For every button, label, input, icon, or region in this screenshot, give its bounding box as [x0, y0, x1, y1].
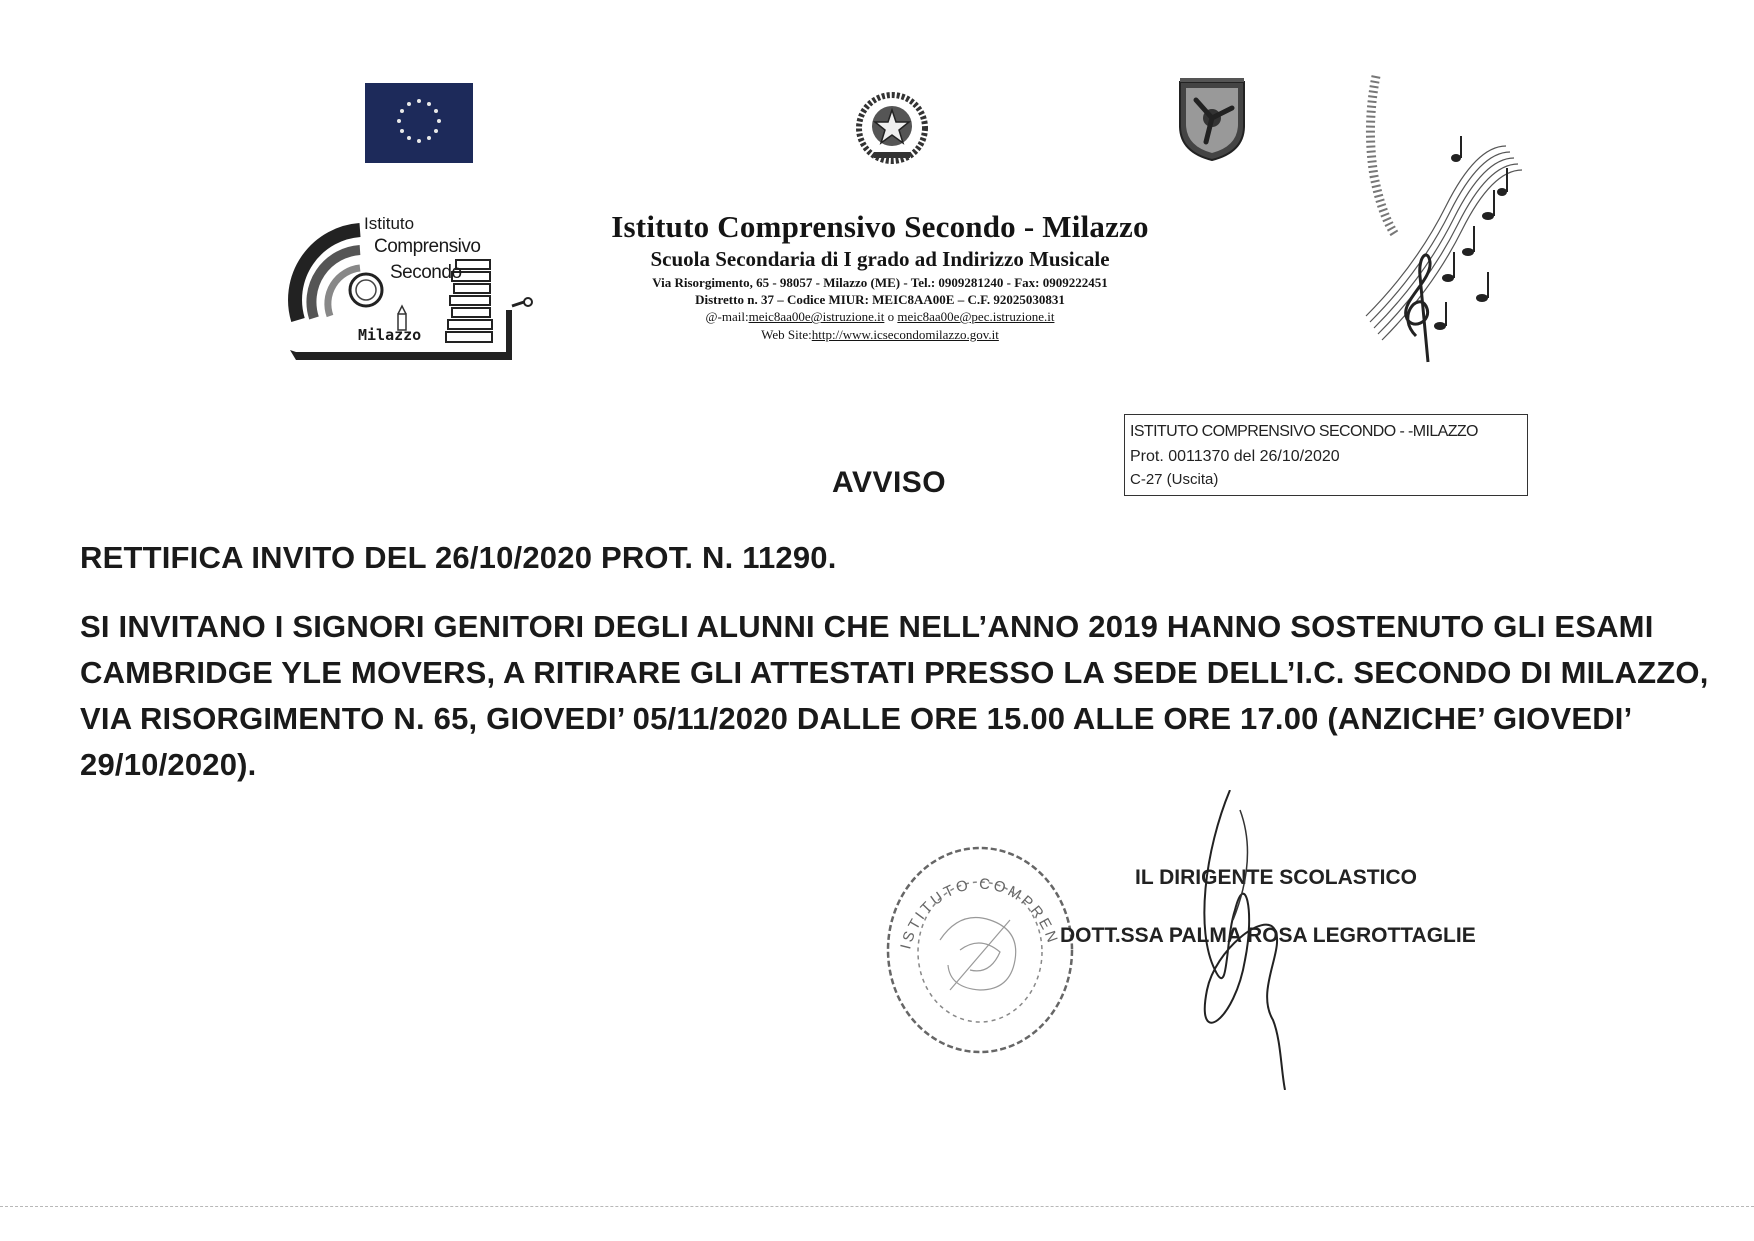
logo-text-city: Milazzo: [358, 326, 422, 344]
school-name: Istituto Comprensivo Secondo - Milazzo: [611, 209, 1149, 244]
web-link[interactable]: http://www.icsecondomilazzo.gov.it: [811, 327, 999, 342]
body-line: 29/10/2020).: [80, 747, 257, 782]
email-prefix: @-mail:: [705, 309, 749, 324]
pec-link[interactable]: meic8aa00e@pec.istruzione.it: [897, 309, 1055, 324]
protocol-stamp-box: [1124, 414, 1528, 496]
notice-body: [80, 604, 1710, 788]
eu-flag-logo: [365, 83, 473, 163]
school-logo-graphic: [280, 210, 540, 370]
rettifica-heading: RETTIFICA INVITO DEL 26/10/2020 PROT. N. 11290.: [80, 540, 837, 575]
protocol-institute: ISTITUTO COMPRENSIVO SECONDO - -MILAZZO: [1130, 423, 1478, 440]
sicily-region-crest: [1176, 78, 1248, 162]
school-round-stamp: [880, 840, 1080, 1060]
handwritten-signature: [1185, 790, 1295, 1090]
italian-republic-emblem: [852, 88, 932, 168]
school-address: Via Risorgimento, 65 - 98057 - Milazzo (ME) - Tel.: 0909281240 - Fax: 0909222451: [652, 275, 1108, 290]
svg-text:ISTITUTO COMPRENSIVO: [880, 840, 1062, 951]
protocol-code: C-27 (Uscita): [1130, 471, 1219, 488]
school-email-line: [580, 308, 1180, 326]
protocol-number: Prot. 0011370 del 26/10/2020: [1130, 448, 1340, 465]
school-subtitle: Scuola Secondaria di I grado ad Indirizzo Musicale: [650, 247, 1110, 271]
school-logo: [280, 210, 540, 370]
web-prefix: Web Site:: [761, 327, 812, 342]
music-notes-treble-clef: [1356, 66, 1526, 366]
eu-stars-icon: [365, 83, 473, 163]
email-link[interactable]: meic8aa00e@istruzione.it: [748, 309, 885, 324]
stamp-arc-text: ISTITUTO COMPREN: [897, 875, 1062, 952]
school-web-line: [580, 326, 1180, 344]
logo-text-secondo: Secondo: [390, 262, 462, 283]
signer-role: IL DIRIGENTE SCOLASTICO: [1135, 866, 1417, 889]
school-district: Distretto n. 37 – Codice MIUR: MEIC8AA00E – C.F. 92025030831: [695, 292, 1065, 307]
body-line: CAMBRIDGE YLE MOVERS, A RITIRARE GLI ATTESTATI PRESSO LA SEDE DELL’I.C. SECONDO DI MILAZZO,: [80, 655, 1709, 690]
signer-name: DOTT.SSA PALMA ROSA LEGROTTAGLIE: [1060, 924, 1476, 947]
body-line: VIA RISORGIMENTO N. 65, GIOVEDI’ 05/11/2020 DALLE ORE 15.00 ALLE ORE 17.00 (ANZICHE’ GIOVEDI’: [80, 701, 1633, 736]
scan-edge-line: [0, 1206, 1754, 1207]
school-header: [580, 208, 1180, 344]
logo-text-istituto: Istituto: [364, 214, 415, 233]
logo-text-comprensivo: Comprensivo: [374, 236, 481, 257]
notice-title: AVVISO: [832, 466, 947, 499]
body-line: SI INVITANO I SIGNORI GENITORI DEGLI ALUNNI CHE NELL’ANNO 2019 HANNO SOSTENUTO GLI ESAMI: [80, 609, 1654, 644]
email-separator: o: [887, 309, 895, 324]
